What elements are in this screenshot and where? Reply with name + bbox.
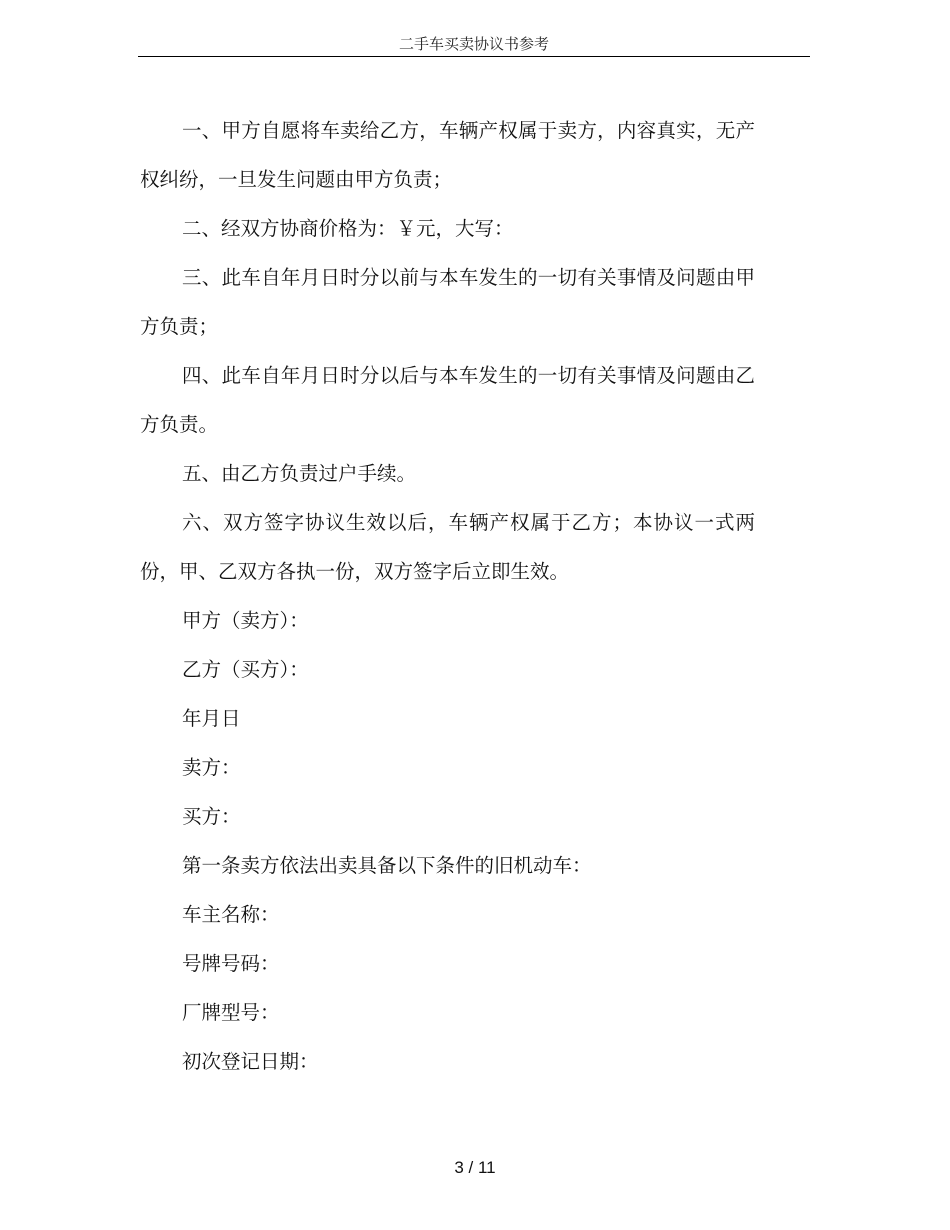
owner-name-line: 车主名称： [182,903,280,926]
date-line: 年月日 [182,707,241,730]
buyer-line: 买方： [182,805,241,828]
page-number: 3 / 11 [454,1158,496,1177]
brand-model-line: 厂牌型号： [182,1001,280,1024]
clause-4: 四、此车自年月日时分以后与本车发生的一切有关事情及问题由乙方负责。 [140,364,755,436]
party-b-line: 乙方（买方）： [182,658,309,681]
clause-3: 三、此车自年月日时分以前与本车发生的一切有关事情及问题由甲方负责； [140,266,755,338]
header-title: 二手车买卖协议书参考 [398,35,549,53]
page-header [138,0,810,57]
first-registration-line: 初次登记日期： [182,1050,319,1073]
clause-6: 六、双方签字协议生效以后，车辆产权属于乙方；本协议一式两份，甲、乙双方各执一份，双方签字后立即生效。 [140,511,755,583]
article-1: 第一条卖方依法出卖具备以下条件的旧机动车： [182,854,592,877]
party-a-line: 甲方（卖方）： [182,609,309,632]
document-body [140,106,755,1086]
plate-number-line: 号牌号码： [182,952,280,975]
clause-2: 二、经双方协商价格为：￥元，大写： [182,217,514,240]
clause-5: 五、由乙方负责过户手续。 [182,462,417,485]
clause-1: 一、甲方自愿将车卖给乙方，车辆产权属于卖方，内容真实，无产权纠纷，一旦发生问题由甲方负责； [140,119,755,191]
seller-line: 卖方： [182,756,241,779]
